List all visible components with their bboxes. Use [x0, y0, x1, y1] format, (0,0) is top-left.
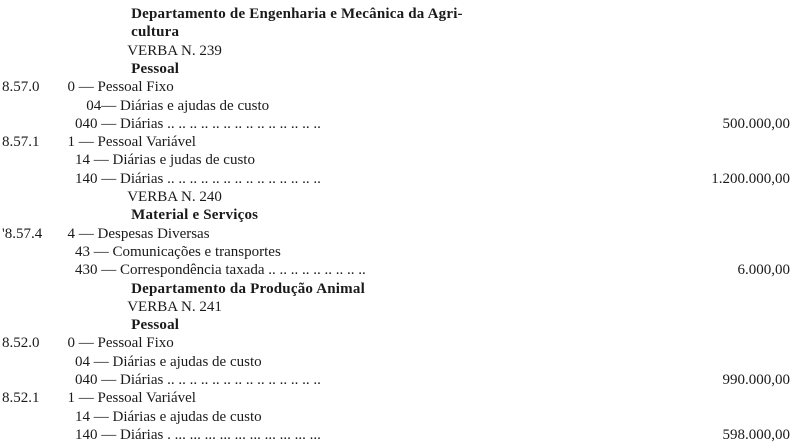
line-amount: 990.000,00	[722, 372, 790, 388]
doc-line	[0, 171, 800, 187]
doc-line	[0, 317, 800, 333]
doc-line	[0, 226, 800, 242]
line-text: 43 — Comunicações e transportes	[60, 243, 281, 260]
line-text: 1 — Pessoal Variável	[60, 134, 196, 151]
doc-line	[0, 390, 800, 406]
verba-label: VERBA N. 240	[60, 189, 222, 205]
section-heading: Departamento de Engenharia e Mecânica da Agri-	[60, 6, 463, 22]
line-text: 040 — Diárias .. .. .. .. .. .. .. .. .. .. .. .. .. ..	[60, 372, 321, 388]
doc-line	[0, 335, 800, 351]
verba-label: VERBA N. 239	[60, 42, 222, 59]
doc-line	[0, 189, 800, 205]
doc-line	[0, 409, 800, 425]
line-code: 8.57.1	[2, 134, 40, 151]
doc-line	[0, 299, 800, 315]
category-heading: Pessoal	[60, 60, 180, 77]
line-code: 8.52.1	[2, 390, 40, 407]
doc-line	[0, 427, 800, 443]
doc-line	[0, 372, 800, 388]
doc-line	[0, 281, 800, 297]
category-heading: Material e Serviços	[60, 207, 259, 224]
line-text: 430 — Correspondência taxada .. .. .. .. .. .. .. .. ..	[60, 262, 366, 279]
doc-line	[0, 152, 800, 168]
line-amount: 500.000,00	[722, 115, 790, 132]
line-amount: 1.200.000,00	[711, 170, 790, 187]
line-text: 0 — Pessoal Fixo	[60, 335, 174, 352]
section-heading: cultura	[60, 24, 180, 41]
line-text: 140 — Diárias .. .. .. .. .. .. .. .. .. .. .. .. .. ..	[60, 170, 321, 187]
line-code: 8.57.0	[2, 79, 40, 96]
line-text: 040 — Diárias .. .. .. .. .. .. .. .. .. .. .. .. .. ..	[60, 115, 321, 132]
line-text: 140 — Diárias . ... ... ... ... ... ... ... ... ... ...	[60, 426, 321, 443]
line-text: 4 — Despesas Diversas	[60, 225, 210, 242]
doc-line	[0, 244, 800, 260]
category-heading: Pessoal	[60, 317, 180, 334]
line-text: 14 — Diárias e judas de custo	[60, 152, 255, 169]
doc-line	[0, 207, 800, 223]
section-heading: Departamento da Produção Animal	[60, 280, 365, 297]
line-text: 04— Diárias e ajudas de custo	[60, 97, 270, 114]
doc-line	[0, 98, 800, 114]
doc-line	[0, 24, 800, 40]
line-text: 0 — Pessoal Fixo	[60, 79, 174, 96]
line-text: 1 — Pessoal Variável	[60, 390, 196, 407]
line-amount: 598.000,00	[722, 426, 790, 443]
doc-line	[0, 116, 800, 132]
line-text: 14 — Diárias e ajudas de custo	[60, 408, 262, 425]
line-code: 8.52.0	[2, 335, 40, 352]
doc-line	[0, 354, 800, 370]
line-code: '8.57.4	[2, 225, 43, 242]
verba-label: VERBA N. 241	[60, 298, 222, 315]
doc-line	[0, 43, 800, 59]
doc-line	[0, 262, 800, 278]
doc-line	[0, 61, 800, 77]
doc-line	[0, 79, 800, 95]
doc-line	[0, 6, 800, 22]
line-amount: 6.000,00	[737, 262, 790, 279]
line-text: 04 — Diárias e ajudas de custo	[60, 353, 262, 370]
doc-line	[0, 134, 800, 150]
